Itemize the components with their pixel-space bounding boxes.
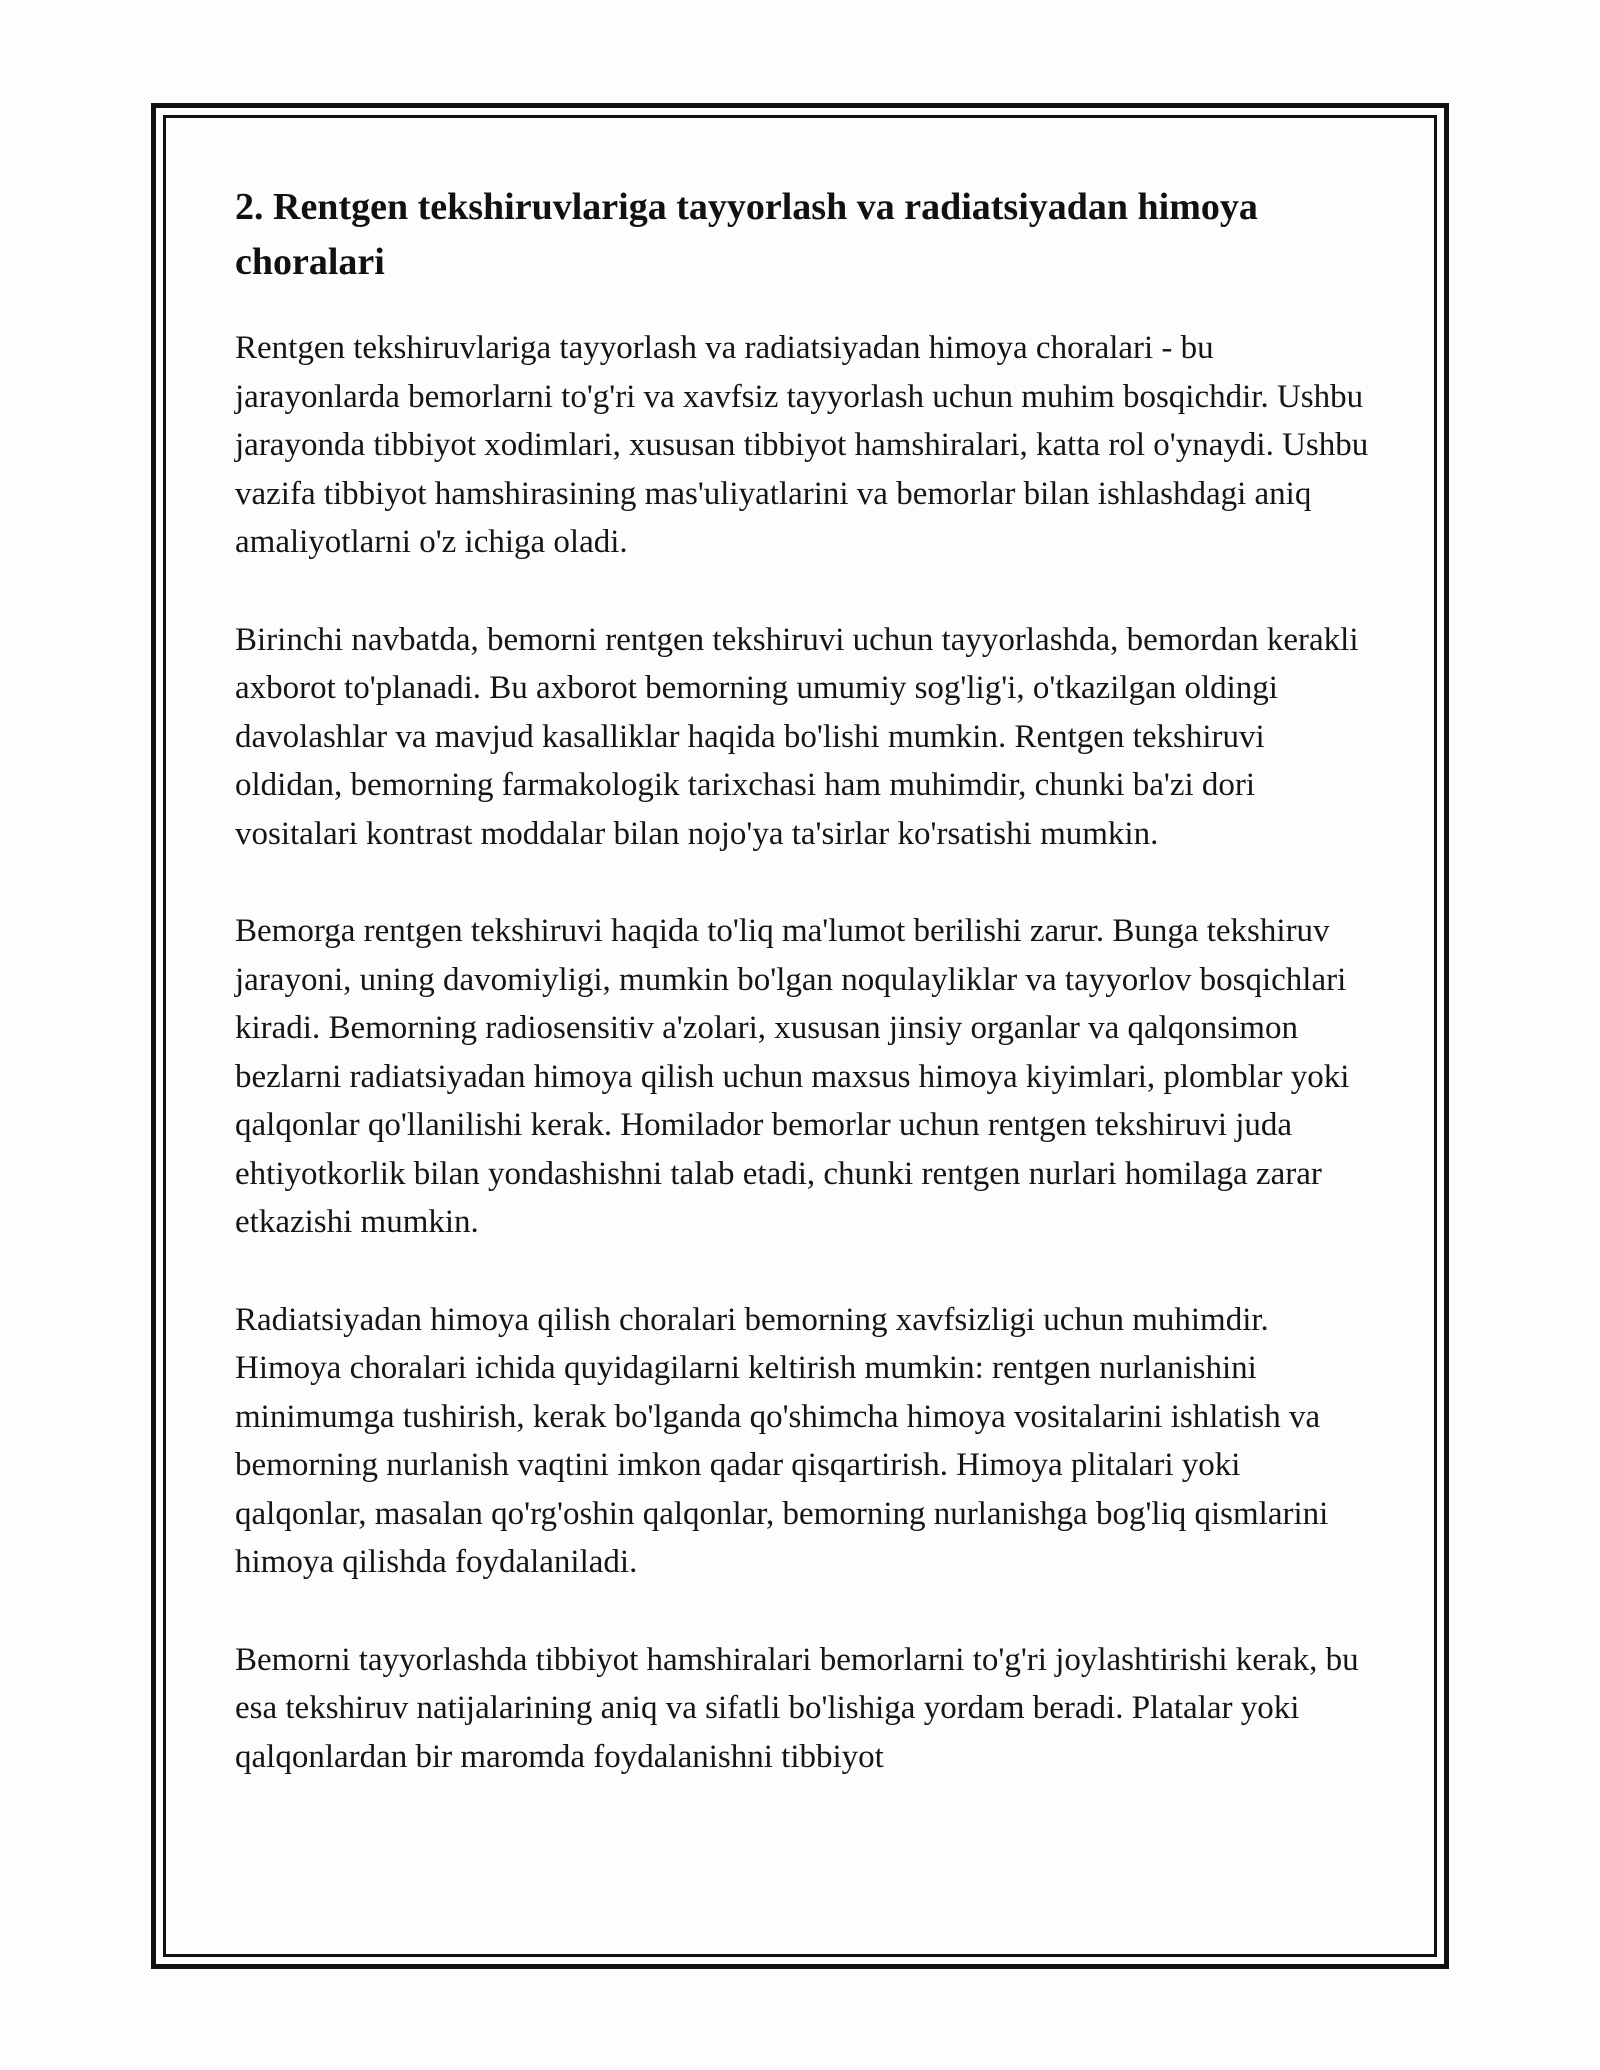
- paragraph: Bemorni tayyorlashda tibbiyot hamshiralari bemorlarni to'g'ri joylashtirishi kerak, bu esa tekshiruv natijalarining aniq va sifatli bo'lishiga yordam beradi. Platalar yoki qalqonlardan bir maromda foydalanishni tibbiyot: [235, 1641, 1359, 1775]
- document-body: [235, 180, 1375, 1830]
- paragraph: Radiatsiyadan himoya qilish choralari bemorning xavfsizligi uchun muhimdir. Himoya choralari ichida quyidagilarni keltirish mumkin: rentgen nurlanishini minimumga tushirish, kerak bo'lganda qo'shimcha himoya vositalarini ishlatish va bemorning nurlanish vaqtini imkon qadar qisqartirish. Himoya plitalari yoki qalqonlar, masalan qo'rg'oshin qalqonlar, bemorning nurlanishga bog'liq qismlarini himoya qilishda foydalaniladi.: [235, 1301, 1329, 1580]
- paragraph: Bemorga rentgen tekshiruvi haqida to'liq ma'lumot berilishi zarur. Bunga tekshiruv jarayoni, uning davomiyligi, mumkin bo'lgan noqulayliklar va tayyorlov bosqichlari kiradi. Bemorning radiosensitiv a'zolari, xususan jinsiy organlar va qalqonsimon bezlarni radiatsiyadan himoya qilish uchun maxsus himoya kiyimlari, plomblar yoki qalqonlar qo'llanilishi kerak. Homilador bemorlar uchun rentgen tekshiruvi juda ehtiyotkorlik bilan yondashishni talab etadi, chunki rentgen nurlari homilaga zarar etkazishi mumkin.: [235, 913, 1350, 1240]
- paragraph: Birinchi navbatda, bemorni rentgen tekshiruvi uchun tayyorlashda, bemordan kerakli axborot to'planadi. Bu axborot bemorning umumiy sog'lig'i, o'tkazilgan oldingi davolashlar va mavjud kasalliklar haqida bo'lishi mumkin. Rentgen tekshiruvi oldidan, bemorning farmakologik tarixchasi ham muhimdir, chunki ba'zi dori vositalari kontrast moddalar bilan nojo'ya ta'sirlar ko'rsatishi mumkin.: [235, 621, 1359, 852]
- section-heading: 2. Rentgen tekshiruvlariga tayyorlash va radiatsiyadan himoya choralari: [235, 186, 1258, 283]
- paragraph: Rentgen tekshiruvlariga tayyorlash va radiatsiyadan himoya choralari - bu jarayonlarda bemorlarni to'g'ri va xavfsiz tayyorlash uchun muhim bosqichdir. Ushbu jarayonda tibbiyot xodimlari, xususan tibbiyot hamshiralari, katta rol o'ynaydi. Ushbu vazifa tibbiyot hamshirasining mas'uliyatlarini va bemorlar bilan ishlashdagi aniq amaliyotlarni o'z ichiga oladi.: [235, 330, 1369, 560]
